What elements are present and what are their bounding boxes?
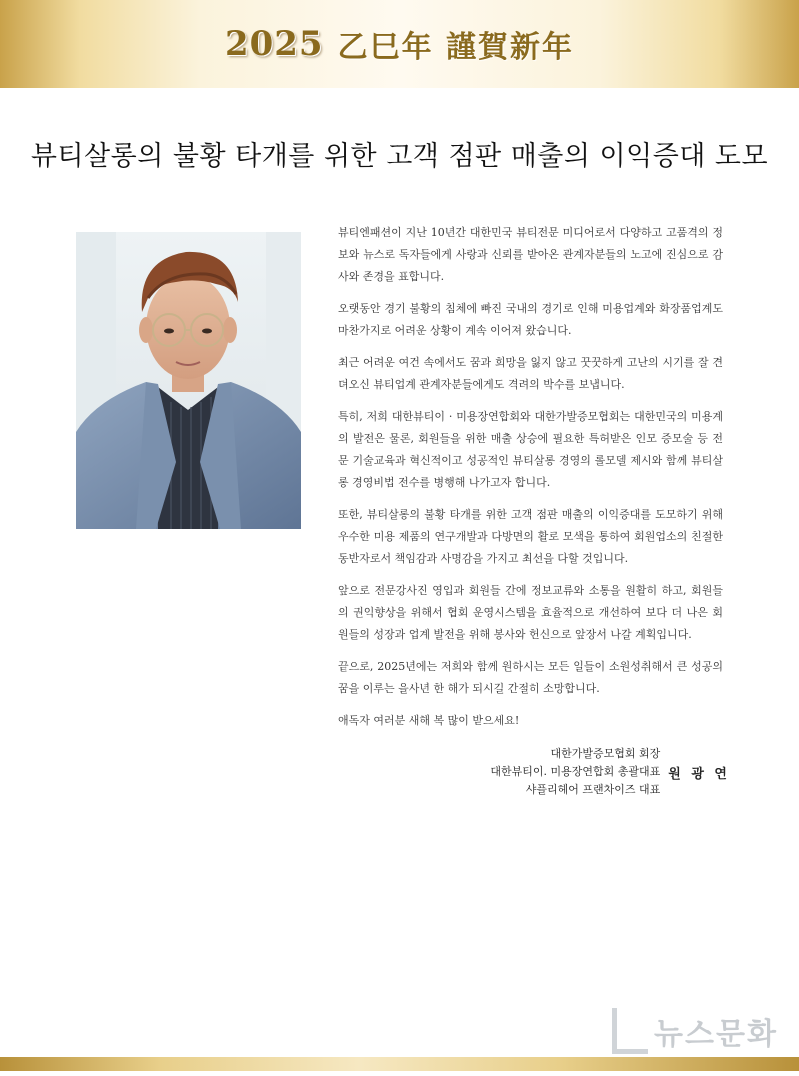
paragraph: 애독자 여러분 새해 복 많이 받으세요! <box>338 714 520 727</box>
paragraph: 앞으로 전문강사진 영입과 회원들 간에 정보교류와 소통을 원활히 하고, 회원들의 권익향상을 위해서 협회 운영시스템을 효율적으로 개선하여 보다 더 나은 회원들의 성장과 업계 발전을 위해 봉사와 헌신으로 앞장서 나갈 계획입니다. <box>338 584 723 641</box>
banner-year: 2025 <box>224 24 324 64</box>
paragraph: 오랫동안 경기 불황의 침체에 빠진 국내의 경기로 인해 미용업계와 화장품업계도 마찬가지로 어려운 상황이 계속 이어져 왔습니다. <box>338 302 723 337</box>
signature-title: 샤플리헤어 프랜차이즈 대표 <box>525 783 661 796</box>
portrait-illustration <box>76 232 301 529</box>
signature-title: 대한뷰티이. 미용장연합회 총괄대표 <box>490 765 661 778</box>
banner-greeting: 乙巳年 謹賀新年 <box>337 30 575 65</box>
watermark-text: 뉴스문화 <box>654 1017 778 1052</box>
paragraph: 또한, 뷰티살롱의 불황 타개를 위한 고객 점판 매출의 이익증대를 도모하기 위해 우수한 미용 제품의 연구개발과 다방면의 활로 모색을 통하여 회원업소의 친절한 동반자로서 책임감과 사명감을 가지고 최선을 다할 것입니다. <box>338 508 723 565</box>
signature-titles <box>490 745 660 799</box>
signature-title: 대한가발증모협회 회장 <box>550 747 661 760</box>
bottom-gold-bar <box>0 1057 799 1071</box>
paragraph: 뷰티엔패션이 지난 10년간 대한민국 뷰티전문 미디어로서 다양하고 고품격의 정보와 뉴스로 독자들에게 사랑과 신뢰를 받아온 관계자분들의 노고에 진심으로 감사와 존경을 표합니다. <box>338 226 723 283</box>
paragraph: 특히, 저희 대한뷰티이 · 미용장연합회와 대한가발증모협회는 대한민국의 미용계의 발전은 물론, 회원들을 위한 매출 상승에 필요한 특허받은 인모 증모술 등 전문 기술교육과 혁신적이고 성공적인 뷰티살롱 경영의 롤모델 제시와 함께 뷰티살롱 경영비법 전수를 병행해 나가고자 합니다. <box>338 410 723 489</box>
signature-name: 원 광 연 <box>668 766 730 782</box>
paragraph: 최근 어려운 여건 속에서도 꿈과 희망을 잃지 않고 꿋꿋하게 고난의 시기를 잘 견뎌오신 뷰티업계 관계자분들에게도 격려의 박수를 보냅니다. <box>338 356 723 391</box>
new-year-banner <box>0 0 799 88</box>
author-signature <box>440 745 730 799</box>
article-headline: 뷰티살롱의 불황 타개를 위한 고객 점판 매출의 이익증대 도모 <box>30 141 769 172</box>
watermark-logo-icon <box>612 1008 648 1054</box>
author-portrait-photo <box>76 232 301 529</box>
article-body <box>338 222 723 742</box>
paragraph: 끝으로, 2025년에는 저희와 함께 원하시는 모든 일들이 소원성취해서 큰 성공의 꿈을 이루는 을사년 한 해가 되시길 간절히 소망합니다. <box>338 660 723 695</box>
news-watermark <box>612 1005 792 1057</box>
